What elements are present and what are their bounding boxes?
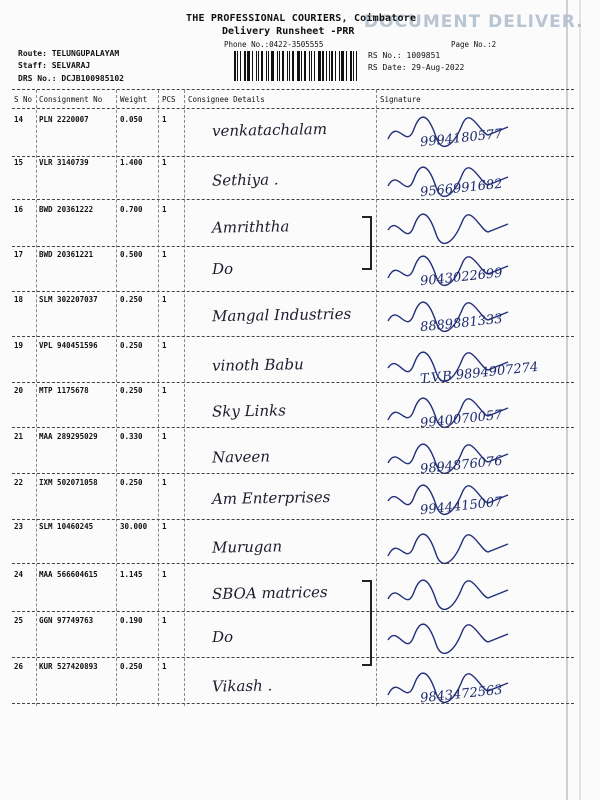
row-consignment-no: MTP 1175678: [39, 386, 89, 395]
column-header-sno: S No: [14, 95, 33, 104]
signature-stroke: [388, 117, 508, 146]
column-divider: [376, 90, 377, 706]
staff-label: Staff: SELVARAJ: [18, 61, 91, 70]
row-signature-note: 9843472563: [419, 682, 504, 707]
route-label: Route: TELUNGUPALAYAM: [18, 49, 120, 58]
signature-stroke: [388, 167, 508, 196]
row-separator: [12, 199, 574, 200]
signature-scribble: [384, 483, 514, 521]
column-header-consignee: Consignee Details: [188, 95, 265, 104]
row-consignee-name: Do: [211, 259, 234, 279]
signature-scribble: [384, 254, 514, 292]
row-sno: 15: [14, 158, 24, 167]
row-weight: 0.250: [120, 478, 143, 487]
barcode-bar: [309, 51, 310, 81]
row-consignee-name: Sethiya .: [211, 170, 279, 190]
signature-scribble: [384, 622, 514, 660]
row-separator: [12, 657, 574, 658]
row-signature-note: 9940070057: [419, 407, 504, 432]
row-pcs: 1: [162, 250, 167, 259]
row-separator: [12, 563, 574, 564]
row-consignment-no: KUR 527420893: [39, 662, 98, 671]
barcode-bar: [266, 51, 268, 81]
row-pcs: 1: [162, 432, 167, 441]
barcode-bar: [329, 51, 330, 81]
row-signature-note: 9994180577: [419, 126, 504, 151]
row-weight: 0.700: [120, 205, 143, 214]
row-weight: 0.500: [120, 250, 143, 259]
row-weight: 0.050: [120, 115, 143, 124]
phone-number: Phone No.:0422-3505555: [224, 40, 324, 49]
row-weight: 1.400: [120, 158, 143, 167]
row-separator: [12, 291, 574, 292]
barcode-bar: [292, 51, 294, 81]
barcode-bar: [240, 51, 241, 81]
ditto-bracket: [362, 216, 372, 270]
row-sno: 24: [14, 570, 24, 579]
table-top-rule: [12, 89, 574, 90]
column-divider: [158, 90, 159, 706]
row-sno: 17: [14, 250, 24, 259]
barcode-bar: [331, 51, 333, 81]
row-sno: 22: [14, 478, 24, 487]
row-weight: 0.250: [120, 386, 143, 395]
row-pcs: 1: [162, 662, 167, 671]
barcode-bar: [289, 51, 290, 81]
signature-scribble: [384, 165, 514, 203]
barcode-bar: [277, 51, 278, 81]
barcode-bar: [311, 51, 312, 81]
signature-stroke: [388, 673, 508, 702]
row-consignee-name: Am Enterprises: [211, 487, 331, 509]
row-pcs: 1: [162, 115, 167, 124]
runsheet-subtitle: Delivery Runsheet -PRR: [222, 26, 355, 37]
barcode-bar: [282, 51, 284, 81]
row-sno: 19: [14, 341, 24, 350]
row-weight: 0.250: [120, 295, 143, 304]
column-header-consignment: Consignment No: [39, 95, 103, 104]
barcode-bar: [356, 51, 357, 81]
signature-stroke: [388, 485, 508, 514]
barcode-bar: [326, 51, 327, 81]
row-consignment-no: BWD 20361222: [39, 205, 94, 214]
column-divider: [116, 90, 117, 706]
row-signature-note: T.V.B 9894907274: [419, 359, 540, 388]
rs-date: RS Date: 29-Aug-2022: [368, 63, 465, 72]
barcode-bar: [258, 51, 259, 81]
row-consignment-no: BWD 20361221: [39, 250, 94, 259]
barcode-bar: [350, 51, 352, 81]
row-sno: 21: [14, 432, 24, 441]
row-pcs: 1: [162, 386, 167, 395]
barcode-bar: [341, 51, 344, 81]
row-consignee-name: Do: [211, 627, 234, 647]
row-pcs: 1: [162, 205, 167, 214]
row-separator: [12, 336, 574, 337]
barcode-bar: [261, 51, 263, 81]
signature-stroke: [388, 352, 508, 381]
row-separator: [12, 611, 574, 612]
row-sno: 23: [14, 522, 24, 531]
barcode-bar: [287, 51, 288, 81]
row-sno: 25: [14, 616, 24, 625]
row-weight: 0.250: [120, 662, 143, 671]
row-sno: 18: [14, 295, 24, 304]
row-consignee-name: Mangal Industries: [211, 304, 352, 326]
barcode-bar: [256, 51, 257, 81]
row-separator: [12, 427, 574, 428]
column-divider: [184, 90, 185, 706]
row-consignee-name: Sky Links: [211, 401, 286, 421]
row-signature-note: 9944415007: [419, 494, 504, 519]
barcode-bar: [318, 51, 321, 81]
column-header-pcs: PCS: [162, 95, 176, 104]
signature-stroke: [388, 256, 508, 285]
row-consignment-no: MAA 566604615: [39, 570, 98, 579]
row-separator: [12, 519, 574, 520]
row-consignment-no: VLR 3140739: [39, 158, 89, 167]
row-pcs: 1: [162, 158, 167, 167]
row-consignee-name: Amriththa: [211, 217, 290, 237]
barcode-bar: [339, 51, 340, 81]
signature-scribble: [384, 300, 514, 338]
barcode-bar: [247, 51, 250, 81]
barcode-bar: [244, 51, 246, 81]
ditto-bracket: [362, 580, 372, 666]
row-weight: 1.145: [120, 570, 143, 579]
barcode-bar: [353, 51, 354, 81]
signature-scribble: [384, 532, 514, 570]
header-bottom-rule: [12, 108, 574, 109]
barcode-bar: [304, 51, 306, 81]
row-pcs: 1: [162, 295, 167, 304]
scan-edge-line: [566, 0, 568, 800]
signature-stroke: [388, 580, 508, 609]
row-consignee-name: Murugan: [211, 537, 283, 557]
row-consignee-name: Vikash .: [211, 676, 273, 696]
row-consignee-name: SBOA matrices: [211, 582, 328, 604]
row-separator: [12, 382, 574, 383]
row-weight: 0.190: [120, 616, 143, 625]
row-signature-note: 8889881333: [419, 311, 504, 336]
barcode-bar: [301, 51, 302, 81]
row-pcs: 1: [162, 616, 167, 625]
row-separator: [12, 473, 574, 474]
page-number: Page No.:2: [451, 40, 497, 49]
barcode-bar: [279, 51, 280, 81]
document-delivered-stamp: DOCUMENT DELIVER.: [364, 12, 584, 32]
barcode-bar: [271, 51, 274, 81]
row-sno: 20: [14, 386, 24, 395]
row-consignment-no: MAA 289295029: [39, 432, 98, 441]
row-weight: 30.000: [120, 522, 148, 531]
row-pcs: 1: [162, 478, 167, 487]
row-pcs: 1: [162, 341, 167, 350]
signature-stroke: [388, 398, 508, 427]
row-sno: 14: [14, 115, 24, 124]
signature-scribble: [384, 212, 514, 250]
signature-stroke: [388, 214, 508, 243]
row-weight: 0.250: [120, 341, 143, 350]
row-consignment-no: SLM 10460245: [39, 522, 94, 531]
signature-stroke: [388, 444, 508, 473]
rs-number: RS No.: 1009851: [368, 51, 441, 60]
barcode-bar: [237, 51, 238, 81]
row-consignment-no: GGN 97749763: [39, 616, 94, 625]
barcode-bar: [346, 51, 347, 81]
row-consignment-no: VPL 940451596: [39, 341, 98, 350]
row-consignee-name: venkatachalam: [211, 119, 328, 141]
signature-scribble: [384, 442, 514, 480]
signature-stroke: [388, 534, 508, 563]
row-consignment-no: SLM 302207037: [39, 295, 98, 304]
signature-stroke: [388, 624, 508, 653]
drs-number: DRS No.: DCJB100985102: [18, 74, 124, 83]
column-header-signature: Signature: [380, 95, 421, 104]
row-consignee-name: vinoth Babu: [211, 355, 304, 375]
signature-scribble: [384, 396, 514, 434]
row-consignee-name: Naveen: [211, 447, 271, 467]
row-pcs: 1: [162, 522, 167, 531]
row-separator: [12, 246, 574, 247]
row-sno: 16: [14, 205, 24, 214]
barcode-bar: [314, 51, 315, 81]
barcode-bar: [322, 51, 324, 81]
scan-edge-line: [579, 0, 581, 800]
company-title: THE PROFESSIONAL COURIERS, Coimbatore: [186, 13, 417, 24]
barcode-bar: [234, 51, 236, 81]
row-separator: [12, 156, 574, 157]
signature-stroke: [388, 302, 508, 331]
column-header-weight: Weight: [120, 95, 148, 104]
signature-scribble: [384, 115, 514, 153]
row-consignment-no: PLN 2220007: [39, 115, 89, 124]
barcode-bar: [297, 51, 300, 81]
barcode-bar: [335, 51, 336, 81]
row-pcs: 1: [162, 570, 167, 579]
row-consignment-no: IXM 502071058: [39, 478, 98, 487]
barcode-bar: [252, 51, 253, 81]
row-signature-note: 9043022699: [419, 265, 504, 290]
barcode-bar: [268, 51, 269, 81]
row-signature-note: 9894876076: [419, 453, 504, 478]
row-signature-note: 9566991682: [419, 176, 504, 201]
row-sno: 26: [14, 662, 24, 671]
row-separator: [12, 703, 574, 704]
column-divider: [36, 90, 37, 706]
row-weight: 0.330: [120, 432, 143, 441]
barcode: [234, 51, 360, 81]
